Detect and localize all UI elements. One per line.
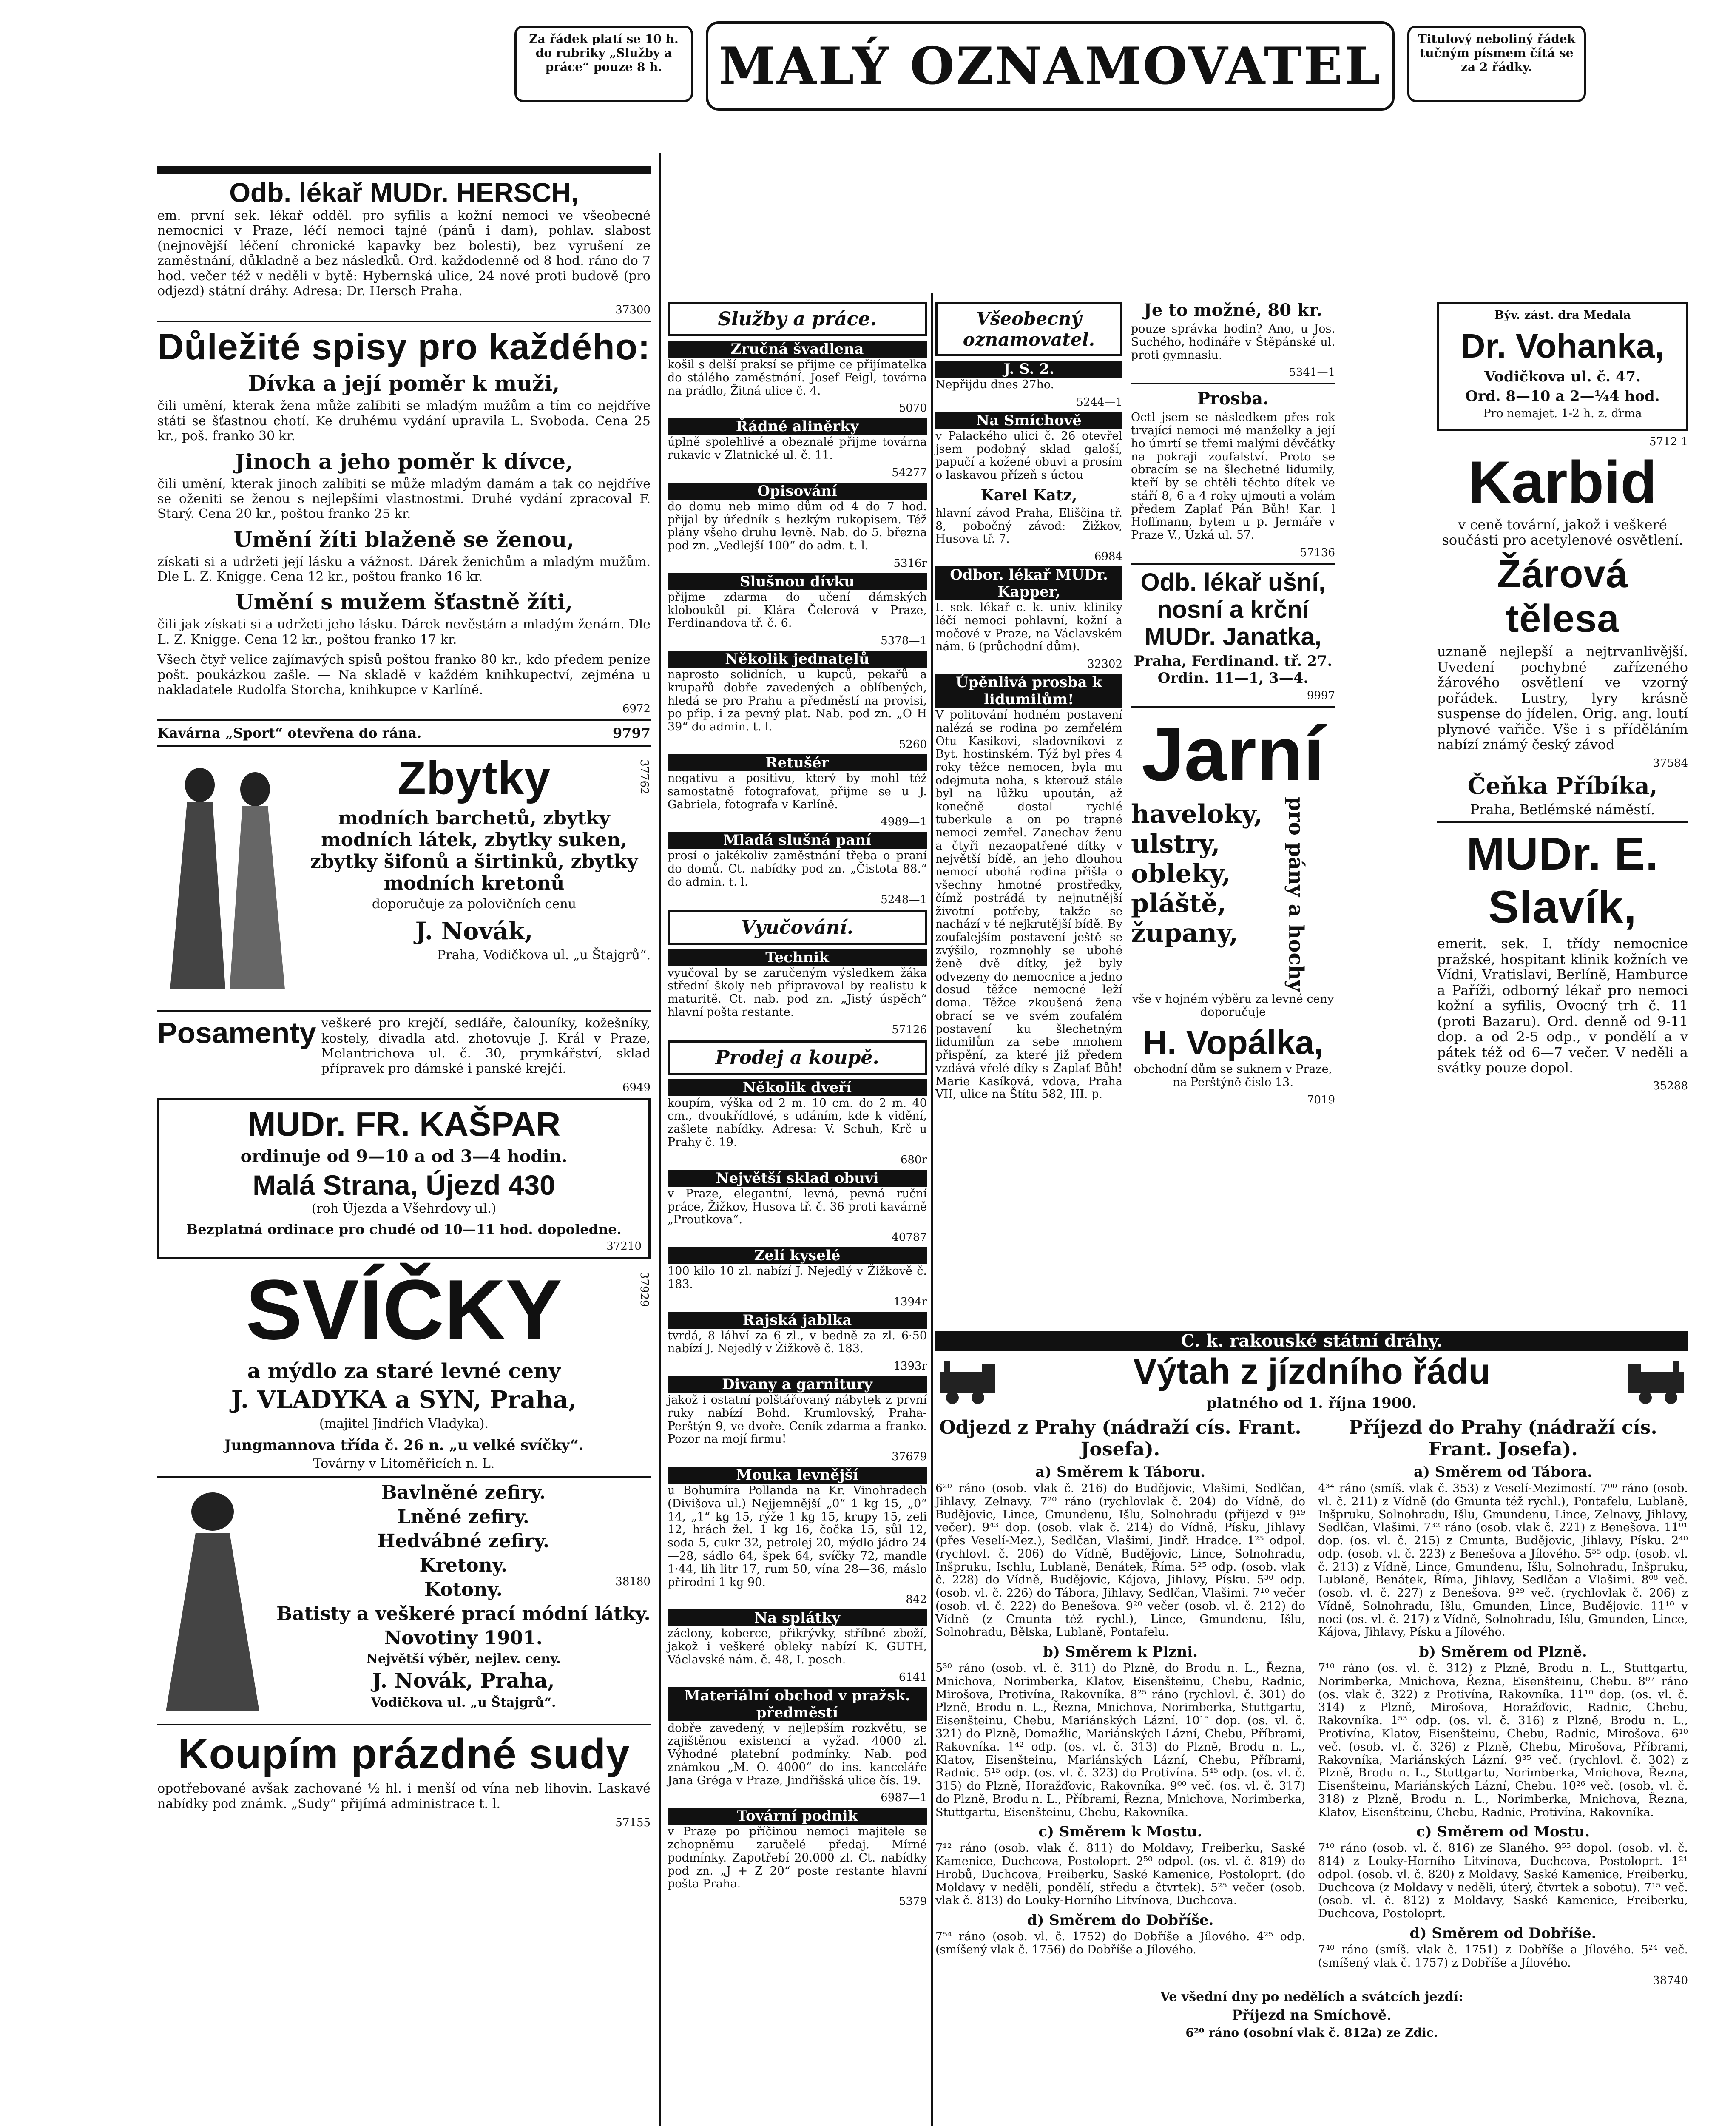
sale-ad-body: záclony, koberce, přikrývky, stříbné zboží, jakož i veškeré obleky nabízí K. GUTH, Václavské nám. č. 48, I. posch. bbox=[668, 1627, 927, 1666]
column-2 bbox=[668, 298, 927, 1908]
sale-ad-number: 1394r bbox=[893, 1295, 927, 1308]
arrivals bbox=[1318, 1414, 1688, 1987]
posamenty-body: veškeré pro krejčí, sedláře, čalouníky, kožešníky, kostely, divadla atd. zhotovuje J. Král v Praze, Melantrichova ul. č. 30, prymkářství, sklad přípravek pro dámské i panské krejčí. bbox=[321, 1016, 651, 1076]
services-ad-title: Retušér bbox=[668, 754, 927, 771]
zbytky-ad bbox=[157, 751, 651, 1006]
janatka-number: 9997 bbox=[1307, 689, 1335, 702]
spisy-item-title: Umění žíti blaženě se ženou, bbox=[233, 526, 574, 552]
zefiry-line: Kotony. bbox=[424, 1579, 503, 1601]
zefiry-ad bbox=[157, 1482, 651, 1720]
sale-ad-number: 40787 bbox=[892, 1231, 927, 1244]
column-rule bbox=[931, 293, 933, 2126]
zefiry-line: Vodičkova ul. „u Štajgrů“. bbox=[371, 1695, 556, 1711]
jarni-title: Jarní bbox=[1141, 711, 1325, 797]
kaspar-free: Bezplatná ordinace pro chudé od 10—11 hod. dopoledne. bbox=[186, 1221, 622, 1238]
general-ad-signature: Karel Katz, bbox=[980, 486, 1077, 504]
teaching-ad-body: vyučoval by se zaručeným výsledkem žáka střední školy neb připravoval by realistu k maturitě. Ct. nab. pod zn. „Jistý úspěch“ hlavní pošta restante. bbox=[668, 966, 927, 1019]
posamenty-number: 6949 bbox=[622, 1081, 651, 1094]
arrivals-section-text: 7¹⁰ ráno (osob. vl. č. 816) ze Slaného. 9⁵⁵ dopol. (osob. vl. č. 814) z Louky-Horního Litvínova, Duchcova, Postoloprt. 1²¹ odpol. (osob. vl. č. 820) z Moldavy, Saské Kamenice, Freiberku, Duchcova (z Moldavy v neděli, úterý, čtvrtek a sobotu). 7¹⁵ več. (osob. vl. č. 812) z Moldavy, Saské Kamenice, Freiberku, Duchcova, Postoloprt. bbox=[1318, 1842, 1688, 1921]
kaspar-hours: ordinuje od 9—10 a od 3—4 hodin. bbox=[240, 1146, 568, 1166]
sale-ad-title: Materiální obchod v pražsk. předměstí bbox=[668, 1687, 927, 1721]
jarni-side: pro pány a hochy bbox=[1284, 797, 1308, 992]
general-ad-title: Odbor. lékař MUDr. Kapper, bbox=[935, 566, 1122, 600]
telesa-body: uznaně nejlepší a nejtrvanlivější. Uvedení pochybné zařízeného žárového osvětlení ve vzorný pořádek. Lustry, lyry krásně suspense do jídelen. Orig. ang. loutí plynové vařiče. Vše i s příděláním nabízí známý český závod bbox=[1437, 643, 1688, 753]
departures-list bbox=[935, 1464, 1305, 1957]
kavarna-ad bbox=[157, 725, 651, 741]
locomotive-icon bbox=[1611, 1359, 1688, 1406]
railway-timetable bbox=[935, 1331, 1688, 2042]
services-ad-title: Několik jednatelů bbox=[668, 651, 927, 668]
sale-ad-body: u Bohumíra Pollanda na Kr. Vinohradech (Divišova ul.) Nejjemnější „0“ 1 kg 15, „0“ 14, „1“ kg 15, rýže 1 kg 15, krupy 15, zeli 12, hrách žel. 1 kg 16, čočka 15, sůl 12, soda 5, cukr 32, petrolej 20, mýdlo jádro 24—28, sádlo 64, špek 64, svíčky 72, mandle 1·44, lih litr 17, rum 50, vína 28—36, máslo přírodní 1 kg 90. bbox=[668, 1484, 927, 1589]
general-ad bbox=[935, 566, 1122, 671]
sale-list bbox=[668, 1079, 927, 1908]
sale-ad bbox=[668, 1312, 927, 1373]
banner-right-note: Titulový neboliný řádek tučným písmem čítá se za 2 řádky. bbox=[1407, 26, 1586, 102]
sale-ad bbox=[668, 1079, 927, 1166]
jarni-ad bbox=[1131, 712, 1335, 1106]
hersch-body: em. první sek. lékař odděl. pro syfilis a kožní nemoci ve všeobecné nemocnici v Praze, léčí nemoci tajné (pánů i dam), pohlav. slabost (nejnovější léčení chronické kapavky bez bolesti), bez vyrušení ze zaměstnání, důkladně a bez následků. Ord. každodenně od 8 hod. ráno do 7 hod. večer též v neděli v bytě: Hybernská ulice, 24 nové proti budově (pro odjezd) státní dráhy. Adresa: Dr. Hersch Praha. bbox=[157, 208, 651, 298]
sale-ad-title: Divany a garnitury bbox=[668, 1376, 927, 1393]
sale-ad-body: v Praze po příčinou nemoci majitele se zchopněmu zaručelé předaj. Mírné podmínky. Zapotřebí 20.000 zl. Ct. nabídky pod zn. „J + Z 20“ poste restante hlavní pošta Praha. bbox=[668, 1825, 927, 1891]
sale-ad-title: Tovární podnik bbox=[668, 1808, 927, 1825]
jarni-number: 7019 bbox=[1307, 1093, 1335, 1106]
sale-ad-title: Několik dveří bbox=[668, 1079, 927, 1096]
locomotive-icon bbox=[935, 1359, 1012, 1406]
sale-ad-number: 1393r bbox=[893, 1360, 927, 1373]
divider bbox=[1437, 821, 1688, 823]
sale-ad bbox=[668, 1247, 927, 1308]
spisy-item-body: čili umění, kterak jinoch zalíbiti se může mladým damám a tak co nejdříve se oženiti se ženou s nejlepšími vlastnostmi. Druhé vydání zpracoval F. Starý. Cena 20 kr., poštou franko 25 kr. bbox=[157, 476, 651, 522]
slavik-body: emerit. sek. I. třídy nemocnice pražské, hospitant klinik kožních ve Vídni, Vratislavi, Berlíně, Hamburce a Paříži, odborný lékař pro nemoci kožní a syfilis, Ovocný trh č. 11 (proti Bazaru). Ord. denně od 9-11 dop. a od 2-5 odp., v pondělí a v pátek též od 6—7 večer. V neděli a svátky pouze dopol. bbox=[1437, 935, 1688, 1076]
arrivals-section-heading: d) Směrem od Dobříše. bbox=[1409, 1924, 1597, 1942]
column-1 bbox=[157, 166, 651, 1829]
svicky-name: J. VLADYKA a SYN, Praha, bbox=[231, 1386, 577, 1414]
spisy-item-body: čili jak získati si a udržeti jeho lásku. Dárek nevěstám a mladým ženám. Dle L. Z. Knigge. Cena 12 kr., poštou franko 17 kr. bbox=[157, 617, 651, 647]
spisy-number: 6972 bbox=[622, 702, 651, 716]
kaspar-title: MUDr. FR. KAŠPAR bbox=[247, 1105, 561, 1143]
hersch-number: 37300 bbox=[615, 304, 651, 317]
sale-ad-body: jakož i ostatní polštářovaný nábytek z první ruky nabízí Bohd. Krumlovský, Praha-Perštýn 9, ve dvoře. Ceník zdarma a franko. Pozor na mojí firmu! bbox=[668, 1393, 927, 1446]
svicky-title: SVÍČKY bbox=[245, 1262, 563, 1358]
departures bbox=[935, 1414, 1305, 1987]
vohanka-hours: Ord. 8—10 a 2—¼4 hod. bbox=[1465, 387, 1660, 405]
slavik-title: MUDr. E. Slavík, bbox=[1466, 828, 1659, 933]
departures-section-heading: a) Směrem k Táboru. bbox=[1035, 1464, 1205, 1481]
svicky-street: Jungmannova třída č. 26 n. „u velké svíčky“. bbox=[224, 1436, 584, 1454]
spisy-ad bbox=[157, 326, 651, 715]
hodiny-number: 5341—1 bbox=[1289, 366, 1335, 379]
departures-section-heading: c) Směrem k Mostu. bbox=[1038, 1823, 1202, 1841]
hodiny-ad bbox=[1131, 300, 1335, 379]
services-ad-title: Slušnou dívku bbox=[668, 573, 927, 590]
services-ad-number: 5316r bbox=[893, 557, 927, 570]
services-ad bbox=[668, 341, 927, 415]
janatka-body: Praha, Ferdinand. tř. 27. Ordin. 11—1, 3—4. bbox=[1134, 653, 1333, 687]
general-ad-number: 32302 bbox=[1087, 658, 1122, 671]
divider bbox=[157, 1476, 651, 1478]
services-ad-number: 5248—1 bbox=[881, 893, 927, 906]
railway-org: C. k. rakouské státní dráhy. bbox=[935, 1331, 1688, 1351]
arrivals-section-heading: c) Směrem od Mostu. bbox=[1416, 1823, 1590, 1841]
arrivals-section-heading: a) Směrem od Tábora. bbox=[1413, 1464, 1593, 1481]
column-4 bbox=[1437, 298, 1688, 1092]
karbid-title: Karbid bbox=[1468, 448, 1657, 515]
column-3 bbox=[935, 298, 1122, 1106]
vohanka-address: Vodičkova ul. č. 47. bbox=[1484, 368, 1641, 385]
arrivals-section-text: 4³⁴ ráno (smíš. vlak č. 353) z Veselí-Mezimostí. 7⁰⁰ ráno (osob. vl. č. 211) z Vídně (do Gmunta též rychl.), Pontafelu, Lublaně, Inšpruku, Solnohradu, Išlu, Gmundenu, Lince, Zelnavy, Jihlavy, Sedlčan, Vlašimi. 7³² ráno (osob. vlak č. 221) z Benešova. 11⁰¹ dop. (os. vl. č. 215) z Cmunta, Budějovic, Jihlavy, Písku. 2⁴⁰ odp. (osob. vl. č. 223) z Benešova a Jílového. 5⁵⁵ odp. (osob. vl. č. 213) z Vídně, Lince, Gmundenu, Išlu, Solnohradu, Inšpruku, Lublaně, Benátek, Říma, Jihlavy, Sedlčan a Vlašimi. 8⁰⁸ več. (osob. vl. č. 227) z Benešova. 9²⁹ več. (rychlovlak č. 206) z Vídně, Solnohradu, Išlu, Gmunden, Lince, Budějovic. 11¹⁰ v noci (os. vl. č. 217) z Vídně, Solnohradu, Išlu, Gmunden, Lince, Kájova, Jihlavy, Písku a Jílového. bbox=[1318, 1482, 1688, 1639]
services-ad-body: prosí o jakékoliv zaměstnání třeba o praní do domů. Ct. nabídky pod zn. „Čistota 88.“ do admin. t. l. bbox=[668, 849, 927, 889]
railway-smichov-text: 6²⁰ ráno (osobní vlak č. 812a) ze Zdic. bbox=[1185, 2025, 1438, 2040]
railway-sunday-note: Ve všední dny po nedělích a svátcích jezdí: bbox=[1160, 1989, 1463, 2004]
sale-ad-title: Největší sklad obuvi bbox=[668, 1170, 927, 1187]
divider bbox=[1131, 706, 1335, 708]
banner bbox=[514, 17, 1603, 115]
general-ad-title: Na Smíchově bbox=[935, 412, 1122, 429]
services-ad-number: 54277 bbox=[892, 466, 927, 479]
departures-section-text: 6²⁰ ráno (osob. vlak č. 216) do Budějovic, Vlašimi, Sedlčan, Jihlavy, Zelnavy. 7²⁰ ráno (rychlovlak č. 204) do Vídně, do Budějovic, Lince, Gmundenu, Išlu, Solnohradu (přijezd v 9¹⁹ večer). 9⁴³ dop. (osob. vlak č. 214) do Vídně, Písku, Jihlavy (přes Veselí-Mez.), Sedlčan, Vlašimi, Jindř. Hradce. 1²⁵ odpol. (rychlovl. č. 206) do Vídně, Budějovic, Lince, Solnohradu, Inšpruku, Ischlu, Lublaně, Benátek, Říma. 5²⁵ odp. (osob. vlak č. 228) do Vídně, Budějovic, Kájova, Jihlavy, Písku. 5³⁰ odp. (osob. vl. č. 226) do Tábora, Jihlavy, Sedlčan, Vlašimi. 7¹⁰ večer (osob. vl. č. 222) do Benešova. 9²⁰ večer (osob. vl. č. 212) do Vídně (z Cmunta též rychl.), Lince, Gmundenu, Išlu, Solnohradu, Bělska, Lublaně, Pontafelu. bbox=[935, 1482, 1305, 1639]
banner-title: MALÝ OZNAMOVATEL bbox=[706, 21, 1395, 111]
zefiry-line: Největší výběr, nejlev. ceny. bbox=[366, 1651, 561, 1667]
arrivals-list bbox=[1318, 1464, 1688, 1970]
divider bbox=[157, 745, 651, 747]
spisy-item-title: Umění s mužem šťastně žíti, bbox=[235, 589, 573, 615]
sudy-body: opotřebované avšak zachované ½ hl. i menší od vína neb lihovin. Laskavé nabídky pod známk. „Sudy“ přijímá administrace t. l. bbox=[157, 1781, 651, 1811]
railway-title: Výtah z jízdního řádu bbox=[1133, 1351, 1491, 1391]
spisy-item-body: získati si a udržeti její lásku a vážnost. Dárek ženichům a mladým mužům. Dle L. Z. Knigge. Cena 12 kr., poštou franko 16 kr. bbox=[157, 554, 651, 585]
general-ad bbox=[935, 412, 1122, 563]
services-ad-title: Opisování bbox=[668, 483, 927, 500]
prosba-title: Prosba. bbox=[1197, 389, 1269, 409]
janatka-ad bbox=[1131, 569, 1335, 702]
services-ad bbox=[668, 651, 927, 751]
vohanka-poor: Pro nemajet. 1-2 h. z. ďrma bbox=[1483, 406, 1642, 420]
zefiry-line: Lněné zefiry. bbox=[397, 1506, 530, 1528]
vohanka-ad bbox=[1437, 302, 1688, 431]
posamenty-title: Posamenty bbox=[157, 1016, 316, 1050]
sale-ad-number: 842 bbox=[906, 1593, 927, 1606]
spisy-item-body: čili umění, kterak žena může zalíbiti se mladým mužům a tím co nejdříve státi se šťastnou chotí. Ke druhému vydání upravila L. Svoboda. Cena 25 kr., poš. franko 30 kr. bbox=[157, 398, 651, 444]
general-list bbox=[935, 361, 1122, 1101]
sale-ad bbox=[668, 1687, 927, 1805]
svicky-line: a mýdlo za staré levné ceny bbox=[247, 1359, 561, 1384]
jarni-address: obchodní dům se suknem v Praze, na Perštýně číslo 13. bbox=[1134, 1063, 1333, 1089]
jarni-goods: haveloky, ulstry, obleky, pláště, župany, bbox=[1131, 799, 1263, 949]
departures-section-heading: d) Směrem do Dobříše. bbox=[1027, 1912, 1214, 1929]
divider bbox=[1131, 383, 1335, 384]
services-ad-number: 5070 bbox=[898, 402, 927, 415]
zbytky-name: J. Novák, bbox=[415, 917, 533, 945]
spisy-footer: Všech čtyř velice zajímavých spisů poštou franko 80 kr., kdo předem peníze pošt. poukázkou zašle. — Na skladě v každém knihkupectví, zejména u nakladatele Rudolfa Storcha, knihkupce v Karlíně. bbox=[157, 652, 651, 698]
zefiry-list bbox=[276, 1482, 651, 1710]
prosba-ad bbox=[1131, 389, 1335, 559]
sale-ad-number: 5379 bbox=[898, 1895, 927, 1908]
zbytky-title: Zbytky bbox=[397, 752, 551, 804]
kaspar-ad bbox=[157, 1098, 651, 1259]
sale-ad-title: Rajská jablka bbox=[668, 1312, 927, 1329]
services-ad bbox=[668, 754, 927, 828]
sale-ad-body: v Praze, elegantní, levná, pevná ruční práce, Žižkov, Husova tř. č. 36 proti kavárně „Proutkova“. bbox=[668, 1187, 927, 1227]
general-ad-extra: hlavní závod Praha, Eliščina tř. 8, pobočný závod: Žižkov, Husova tř. 7. bbox=[935, 506, 1122, 546]
sale-ad-number: 680r bbox=[900, 1153, 927, 1166]
divider bbox=[157, 719, 651, 721]
hersch-ad bbox=[157, 166, 651, 316]
general-ad-number: 5244—1 bbox=[1076, 395, 1122, 409]
general-ad-title: Úpěnlivá prosba k lidumilům! bbox=[935, 674, 1122, 708]
zefiry-number: 38180 bbox=[615, 1575, 651, 1589]
divider bbox=[157, 1724, 651, 1725]
departures-section-heading: b) Směrem k Plzni. bbox=[1043, 1643, 1198, 1661]
vohanka-number: 5712 1 bbox=[1649, 435, 1688, 448]
column-rule bbox=[659, 153, 661, 2126]
departures-heading: Odjezd z Prahy (nádraží cís. Frant. Josefa). bbox=[939, 1417, 1301, 1460]
zefiry-line: Hedvábné zefiry. bbox=[377, 1530, 550, 1552]
general-ad-body: v Palackého ulici č. 26 otevřel jsem podobný sklad galoší, papučí a kožené obuvi a prosím o laskavou přízeň s úctou bbox=[935, 429, 1122, 482]
slavik-number: 35288 bbox=[1653, 1080, 1688, 1093]
teaching-ad bbox=[668, 949, 927, 1036]
prosba-number: 57136 bbox=[1300, 546, 1335, 559]
fashion-illustration bbox=[162, 759, 289, 998]
sudy-number: 57155 bbox=[615, 1816, 651, 1829]
services-ad-body: negativu a positivu, který by mohl též samostatně fotografovat, přijme se u J. Gabriela, fotografa v Karlíně. bbox=[668, 772, 927, 811]
sale-ad-body: koupím, výška od 2 m. 10 cm. do 2 m. 40 cm., dvoukřídlové, s udáním, kde k vidění, zašlete nabídky. Adresa: V. Schuh, Krč u Prahy č. 19. bbox=[668, 1096, 927, 1149]
teaching-ad-title: Technik bbox=[668, 949, 927, 966]
services-ad bbox=[668, 418, 927, 479]
services-ad bbox=[668, 483, 927, 570]
general-ad-body: Nepřijdu dnes 27ho. bbox=[935, 378, 1054, 391]
sale-ad bbox=[668, 1808, 927, 1908]
lady-figure-image bbox=[157, 1486, 268, 1716]
general-ad bbox=[935, 674, 1122, 1101]
kaspar-address: Malá Strana, Újezd 430 bbox=[253, 1169, 555, 1201]
posamenty-ad bbox=[157, 1016, 651, 1081]
general-ad-number: 6984 bbox=[1094, 550, 1122, 563]
section-general: Všeobecný oznamovatel. bbox=[935, 302, 1122, 356]
sale-ad-title: Mouka levnější bbox=[668, 1467, 927, 1484]
arrivals-section-text: 7¹⁰ ráno (os. vl. č. 312) z Plzně, Brodu n. L., Stuttgartu, Norimberka, Mnichova, Řezna, Eisenšteinu, Chebu. 8⁰⁷ ráno (os. vlak č. 322) z Protivína, Rakovníka. 11¹⁰ dop. (os. vl. č. 314) z Plzně, Mirošova, Horažďovic, Radnic, Chebu, Rakovníka. 1⁵³ odp. (os. vl. č. 316) z Plzně, Brodu n. L., Protivína, Klatov, Eisenšteinu, Chebu, Radnic, Mirošova. 6¹⁰ več. (osob. vl. č. 326) z Plzně, Chebu, Mirošova, Příbrami, Rakovníka, Mariánských Lázní. 9³⁵ več. (rychlovl. č. 302) z Plzně, Brodu n. L., Stuttgartu, Norimberka, Mnichova, Řezna, Eisenšteinu, Mariánských Lázní, Chebu. 10²⁶ več. (osob. vl. č. 318) z Plzně, Brodu n. L., Norimberka, Mnichova, Řezna, Klatov, Eisenšteinu, Chebu, Radnic, Protivína, Rakovníka. bbox=[1318, 1662, 1688, 1819]
sale-ad-body: 100 kilo 10 zl. nabízí J. Nejedlý v Žižkově č. 183. bbox=[668, 1265, 927, 1291]
services-ad-title: Mladá slušná paní bbox=[668, 832, 927, 849]
svicky-owner: (majitel Jindřich Vladyka). bbox=[319, 1416, 489, 1432]
teaching-list bbox=[668, 949, 927, 1036]
services-ad-title: Řádné aliněrky bbox=[668, 418, 927, 435]
jarni-name: H. Vopálka, bbox=[1142, 1023, 1324, 1062]
section-sale: Prodej a koupě. bbox=[668, 1040, 927, 1075]
sale-ad-number: 37679 bbox=[892, 1450, 927, 1464]
divider bbox=[1131, 563, 1335, 565]
hersch-title: Odb. lékař MUDr. HERSCH, bbox=[157, 166, 651, 208]
section-teaching: Vyučování. bbox=[668, 910, 927, 945]
services-ad-body: přijme zdarma do učení dámských kloboukůl pí. Klára Čelerová v Praze, Ferdinandova tř. č. 6. bbox=[668, 590, 927, 630]
zbytky-recommend: doporučuje za polovičních cenu bbox=[372, 897, 577, 912]
railway-number: 38740 bbox=[1653, 1974, 1688, 1987]
services-ad-body: naprosto solidních, u kupců, pekařů a krupařů dobře zavedených a oblíbených, hledá se pro Prahu a předměstí na provisi, po přip. i za pevný plat. Nab. pod zn. „O H 39“ do admin. t. l. bbox=[668, 668, 927, 734]
column-3b bbox=[1131, 298, 1335, 1106]
vohanka-prefix: Býv. zást. dra Medala bbox=[1494, 309, 1631, 322]
divider bbox=[157, 1010, 651, 1012]
newspaper-page bbox=[157, 153, 1688, 2126]
services-ad bbox=[668, 832, 927, 906]
svicky-factory: Továrny v Litoměřicích n. L. bbox=[313, 1456, 495, 1471]
railway-smichov: Příjezd na Smíchově. bbox=[1232, 2007, 1392, 2023]
telesa-address: Praha, Betlémské náměstí. bbox=[1470, 801, 1655, 818]
arrivals-section-heading: b) Směrem od Plzně. bbox=[1419, 1643, 1587, 1661]
telesa-number: 37584 bbox=[1653, 756, 1688, 770]
zefiry-line: Novotiny 1901. bbox=[384, 1627, 543, 1649]
sale-ad-body: tvrdá, 8 láhví za 6 zl., v bedně za zl. 6·50 nabízí J. Nejedlý v Žižkově č. 183. bbox=[668, 1329, 927, 1356]
section-services: Služby a práce. bbox=[668, 302, 927, 336]
telesa-name: Čeňka Příbíka, bbox=[1467, 772, 1658, 799]
spisy-title: Důležité spisy pro každého: bbox=[157, 327, 651, 368]
arrivals-heading: Příjezd do Prahy (nádraží cís. Frant. Josefa). bbox=[1349, 1417, 1657, 1460]
spisy-item-title: Jinoch a jeho poměr k dívce, bbox=[235, 449, 573, 474]
services-list bbox=[668, 341, 927, 906]
zefiry-line: Batisty a veškeré prací módní látky. bbox=[276, 1603, 651, 1625]
sale-ad bbox=[668, 1170, 927, 1244]
svicky-ad bbox=[157, 1263, 651, 1471]
kavarna-text: Kavárna „Sport“ otevřena do rána. bbox=[157, 725, 422, 742]
general-ad-body: V politování hodném postavení nalézá se rodina po zemřelém Otu Kasikovi, sladovníkovi z Byt. hostinském. Týž byl přes 4 roky těžce nemocen, byla mu odejmuta noha, s kterouž stále byl na lůžku upoután, až konečně dostal rychlé tuberkule a on po trapné nemoci zemřel. Zanechav ženu a čtyři nezaopatřené dítky v největší bídě, an jeho dlouhou nemocí ubohá rodina přišla o všechny hmotné prostředky, čímž postrádá ty nejnutnější životní potřeby, takže se nachází v té nejkrutější bídě. By zoufalejším postavení ještě se zvýšilo, rozmnohly se ubohé ženě dvě dítky, jež byly odvezeny do nemocnice a jedno dosud těžce nemocné leží doma. Těžce zkoušená žena obrací se ve svém zoufalém postavení ku šlechetným lidumilům za sebe mnohem přispění, za které již předem vzdává vřelé díky s Zaplať Bůh! Marie Kasíková, vdova, Praha VII, ulice na Štítu 582, III. p. bbox=[935, 708, 1122, 1101]
sudy-ad bbox=[157, 1730, 651, 1829]
sale-ad-title: Na splátky bbox=[668, 1609, 927, 1626]
sale-ad-body: dobře zavedený, v nejlepším rozkvětu, se zajištěnou existencí a vyžad. 4000 zl. Výhodné platební podmínky. Nab. pod známkou „M. O. 4000“ do ins. kanceláře Jana Gréga v Praze, Jindřišská ulice čís. 19. bbox=[668, 1721, 927, 1787]
services-ad-number: 4989—1 bbox=[881, 816, 927, 829]
departures-section-text: 7¹² ráno (osob. vlak č. 811) do Moldavy, Freiberku, Saské Kamenice, Duchcova, Postoloprt. 2⁵⁰ odpol. (os. vl. č. 819) do Hrobů, Duchcova, Freiberku, Saské Kamenice, Postoloprt. (do Moldavy v neděli, pondělí, středu a čtvrtek). 5²⁵ večer (osob. vlak č. 813) do Louky-Horního Litvínova, Duchcova. bbox=[935, 1842, 1305, 1907]
kaspar-number: 37210 bbox=[606, 1240, 642, 1253]
svicky-number: 37929 bbox=[638, 1272, 651, 1307]
hodiny-title: Je to možné, 80 kr. bbox=[1143, 300, 1323, 320]
prosba-body: Octl jsem se následkem přes rok trvající nemoci mé manželky a její ho úmrtí se třemi malými děvčátky na pokraji zoufalství. Proto se obracím se na šlechetné lidumily, kteří by se chtěli těchto dítek ve stáří 8, 6 a 4 roky ujmouti a volám předem Zaplať Pán Bůh! Kar. l Hoffmann, bytem u p. Jermáře v Praze V., Úzká ul. 57. bbox=[1131, 411, 1335, 542]
general-ad-title: J. S. 2. bbox=[935, 361, 1122, 378]
services-ad-number: 5378—1 bbox=[881, 634, 927, 648]
services-ad-body: do domu neb mimo dům od 4 do 7 hod. přijal by úředník s hezkým rukopisem. Též plány všeho druhu levně. Nab. do 5. března pod zn. „Vedlejší 100“ do adm. t. l. bbox=[668, 500, 927, 553]
sale-ad bbox=[668, 1467, 927, 1606]
sale-ad bbox=[668, 1376, 927, 1463]
general-ad bbox=[935, 361, 1122, 409]
ladies-figures-image bbox=[162, 759, 289, 998]
sale-ad-number: 6987—1 bbox=[881, 1791, 927, 1805]
arrivals-section-text: 7⁴⁰ ráno (smíš. vlak č. 1751) z Dobříše a Jílového. 5²⁴ več. (smíšený vlak č. 1757) z Dobříše a Jílového. bbox=[1318, 1943, 1688, 1970]
zbytky-address: Praha, Vodičkova ul. „u Štajgrů“. bbox=[437, 947, 651, 963]
zefiry-line: J. Novák, Praha, bbox=[372, 1669, 555, 1693]
jarni-recommend: vše v hojném výběru za levné ceny doporučuje bbox=[1132, 992, 1334, 1019]
services-ad-title: Zručná švadlena bbox=[668, 341, 927, 358]
teaching-ad-number: 57126 bbox=[892, 1023, 927, 1036]
divider bbox=[157, 321, 651, 322]
services-ad-body: úplně spolehlivé a obeznalé přijme továrna rukavic v Zlatnické ul. č. 11. bbox=[668, 435, 927, 462]
departures-section-text: 7⁵⁴ ráno (osob. vl. č. 1752) do Dobříše a Jílového. 4²⁵ odp. (smíšený vlak č. 1756) do Dobříše a Jílového. bbox=[935, 1930, 1305, 1956]
railway-subtitle: platného od 1. října 1900. bbox=[1207, 1395, 1417, 1412]
zbytky-number: 37762 bbox=[638, 759, 651, 795]
services-ad bbox=[668, 573, 927, 647]
karbid-body: v ceně tovární, jakož i veškeré součásti pro acetylenové osvětlení. bbox=[1442, 516, 1683, 548]
zbytky-body: modních barchetů, zbytky modních látek, zbytky suken, zbytky šifonů a širtinků, zbytky modních kretonů bbox=[310, 807, 638, 895]
services-ad-number: 5260 bbox=[898, 738, 927, 751]
janatka-title: Odb. lékař ušní, nosní a krční MUDr. Janatka, bbox=[1140, 568, 1326, 651]
vohanka-title: Dr. Vohanka, bbox=[1460, 327, 1665, 365]
sale-ad-number: 6141 bbox=[898, 1671, 927, 1684]
sale-ad-title: Zelí kyselé bbox=[668, 1247, 927, 1264]
sudy-title: Koupím prázdné sudy bbox=[178, 1730, 630, 1778]
kavarna-number: 9797 bbox=[612, 725, 651, 742]
departures-section-text: 5³⁰ ráno (osob. vl. č. 311) do Plzně, do Brodu n. L., Řezna, Mnichova, Norimberka, Klatov, Eisenšteinu, Chebu, Radnic, Mirošova, Protivína, Rakovníka. 8²⁵ ráno (rychlovl. č. 301) do Plzně, Brodu n. L., Řezna, Mnichova, Norimberka, Stuttgartu, Eisenšteinu, Chebu, Mariánských Lázní. 10¹⁵ dop. (os. vl. č. 321) do Plzně, Domažlic, Mariánských Lázní, Chebu, Příbrami, Rakovníka. 1⁴² odp. (os. vl. č. 313) do Plzně, Brodu n. L., Klatov, Eisenšteinu, Mariánských Lázní, Chebu, Příbrami, Radnic. 5¹⁵ odp. (os. vl. č. 323) do Protivína. 5⁴⁵ odp. (os. vl. č. 315) do Plzně, Horažďovic, Rakovníka. 9⁰⁰ več. (os. vl. č. 317) do Plzně, Brodu n. L., Příbrami, Řezna, Mnichova, Norimberka, Stuttgartu, Eisenšteinu, Chebu, Rakovníka. bbox=[935, 1662, 1305, 1819]
general-ad-body: I. sek. lékař c. k. univ. kliniky léčí nemoci pohlavní, kožní a močové v Praze, na Václavském nám. 6 (průchodní dům). bbox=[935, 601, 1122, 654]
zefiry-line: Kretony. bbox=[419, 1555, 508, 1577]
zefiry-line: Bavlněné zefiry. bbox=[381, 1482, 546, 1504]
services-ad-body: košil s delší praksí se přijme ce přijímatelka do stálého zaměstnání. Josef Feigl, továrna na prádlo, Žitná ulice č. 4. bbox=[668, 358, 927, 398]
banner-left-note: Za řádek platí se 10 h. do rubriky „Služby a práce“ pouze 8 h. bbox=[514, 26, 693, 102]
kaspar-address-note: (roh Újezda a Všehrdovy ul.) bbox=[311, 1201, 497, 1216]
hodiny-body: pouze správka hodin? Ano, u Jos. Suchého, hodináře v Štěpánské ul. proti gymnasiu. bbox=[1131, 322, 1335, 362]
sale-ad bbox=[668, 1609, 927, 1683]
telesa-title: Žárová tělesa bbox=[1497, 552, 1628, 641]
spisy-item-title: Dívka a její poměr k muži, bbox=[248, 371, 560, 396]
